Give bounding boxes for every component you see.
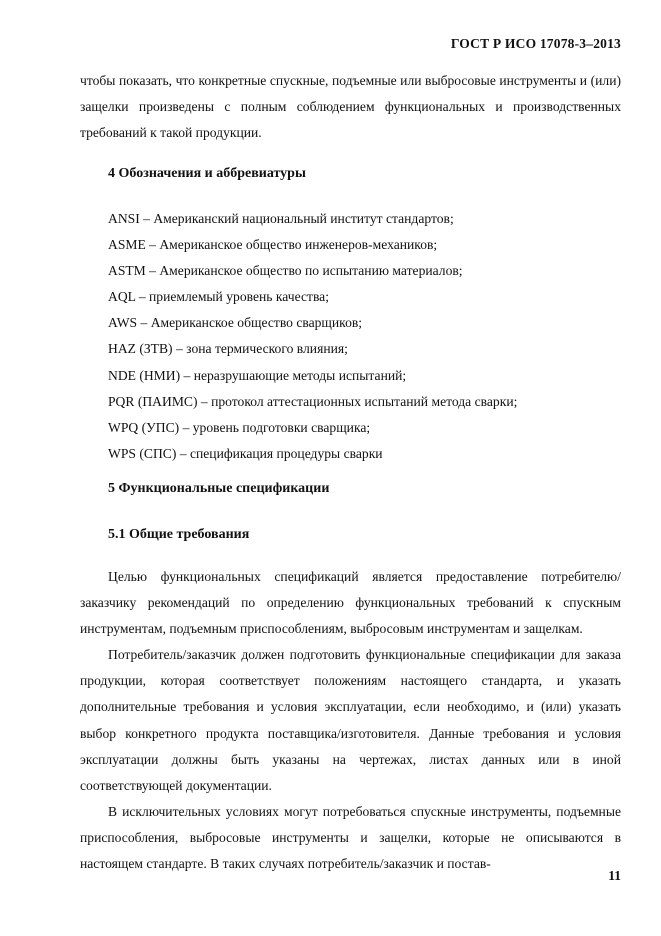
abbreviation-item: ASTM – Американское общество по испытанию материалов;	[108, 263, 463, 279]
abbreviation-item: AWS – Американское общество сварщиков;	[108, 315, 363, 331]
abbreviation-item: PQR (ПАИМС) – протокол аттестационных испытаний метода сварки;	[108, 393, 518, 409]
abbreviation-item: AQL – приемлемый уровень качества;	[108, 289, 329, 305]
body-paragraph: Целью функциональных спецификаций является предоставление потребителю/заказчику рекомендаций по определению функциональных требований к спускным инструментам, подъемным приспособлениям, выбросовым инструментам и защелкам.	[80, 569, 621, 637]
section-4-heading: 4 Обозначения и аббревиатуры	[108, 166, 306, 181]
abbreviation-list	[108, 206, 517, 467]
abbreviation-item: WPQ (УПС) – уровень подготовки сварщика;	[108, 419, 371, 435]
abbreviation-item: NDE (НМИ) – неразрушающие методы испытаний;	[108, 367, 407, 383]
page-number: 11	[608, 868, 621, 883]
abbreviation-item: HAZ (ЗТВ) – зона термического влияния;	[108, 341, 348, 357]
body-paragraph: В исключительных условиях могут потребоваться спускные инструменты, подъемные приспособления, выбросовые инструменты и защелки, которые не описываются в настоящем стандарте. В таких случаях потребитель/заказчик и постав-	[80, 803, 621, 872]
section-5-1-heading: 5.1 Общие требования	[108, 527, 250, 542]
body-paragraph: Потребитель/заказчик должен подготовить функциональные спецификации для заказа продукции, которая соответствует положениям настоящего стандарта, и указать дополнительные требования и условия эксплуатации, если необходимо, и (или) указать выбор конкретного продукта поставщика/изготовителя. Данные требования и условия эксплуатации должны быть указаны на чертежах, листах данных или в иной соответствующей документации.	[80, 647, 621, 793]
section-5-heading: 5 Функциональные спецификации	[108, 481, 330, 496]
section-5-1-body	[80, 564, 621, 877]
abbreviation-item: ANSI – Американский национальный институт стандартов;	[108, 211, 454, 226]
abbreviation-item: WPS (СПС) – спецификация процедуры сварки	[108, 445, 383, 461]
document-header: ГОСТ Р ИСО 17078-3–2013	[450, 36, 621, 51]
intro-paragraph: чтобы показать, что конкретные спускные, подъемные или выбросовые инструменты и (или) защелки произведены с полным соблюдением функциональных и производственных требований к такой продукции.	[80, 73, 621, 141]
abbreviation-item: ASME – Американское общество инженеров-механиков;	[108, 237, 438, 253]
